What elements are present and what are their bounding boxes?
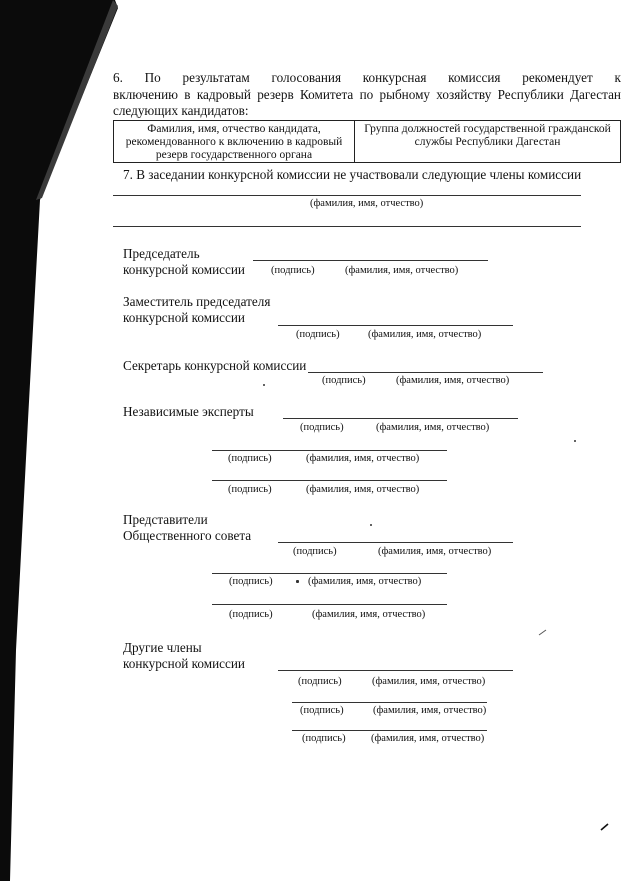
deputy-label — [123, 294, 270, 326]
absent-members-line-2 — [113, 226, 581, 227]
deputy-signature-line — [278, 325, 513, 326]
item-6-word: 6. — [113, 70, 123, 85]
expert-3-fio-caption: (фамилия, имя, отчество) — [306, 484, 420, 495]
other-2-signature-line — [292, 702, 487, 703]
public-council-label-line-2: Общественного совета — [123, 528, 252, 543]
chairman-label-line-1: Председатель — [123, 246, 200, 261]
scan-shadow-edge — [0, 0, 130, 881]
other-members-label — [123, 640, 245, 672]
item-6-paragraph — [113, 70, 621, 120]
other-1-fio-caption: (фамилия, имя, отчество) — [372, 676, 486, 687]
expert-1-fio-caption: (фамилия, имя, отчество) — [376, 422, 490, 433]
public-2-sign-caption: (подпись) — [229, 576, 273, 587]
secretary-fio-caption: (фамилия, имя, отчество) — [396, 375, 510, 386]
other-1-sign-caption: (подпись) — [298, 676, 342, 687]
item-6-word: к — [614, 70, 621, 85]
secretary-label: Секретарь конкурсной комиссии — [123, 358, 307, 373]
public-3-fio-caption: (фамилия, имя, отчество) — [312, 609, 426, 620]
scan-mark — [538, 628, 548, 636]
table-header-candidate: Фамилия, имя, отчество кандидата, рекомендованного к включению в кадровый резерв государственного органа — [114, 121, 355, 162]
table-header-position-group: Группа должностей государственной гражданской службы Республики Дагестан — [364, 123, 611, 148]
absent-members-line — [113, 195, 581, 196]
chairman-sign-caption: (подпись) — [271, 265, 315, 276]
scan-speck — [296, 580, 299, 583]
other-2-sign-caption: (подпись) — [300, 705, 344, 716]
public-1-signature-line — [278, 542, 513, 543]
public-council-label — [123, 512, 251, 544]
deputy-label-line-1: Заместитель председателя — [123, 294, 271, 309]
public-3-sign-caption: (подпись) — [229, 609, 273, 620]
item-7-text: 7. В заседании конкурсной комиссии не участвовали следующие члены комиссии — [123, 167, 582, 182]
public-2-signature-line — [212, 573, 447, 574]
secretary-signature-line — [308, 372, 543, 373]
other-3-sign-caption: (подпись) — [302, 733, 346, 744]
other-1-signature-line — [278, 670, 513, 671]
expert-2-signature-line — [212, 450, 447, 451]
item-6-word: результатам — [182, 70, 250, 85]
expert-1-signature-line — [283, 418, 518, 419]
other-3-signature-line — [292, 730, 487, 731]
item-6-word: конкурсная — [362, 70, 427, 85]
other-3-fio-caption: (фамилия, имя, отчество) — [371, 733, 485, 744]
public-1-fio-caption: (фамилия, имя, отчество) — [378, 546, 492, 557]
other-2-fio-caption: (фамилия, имя, отчество) — [373, 705, 487, 716]
chairman-signature-line — [253, 260, 488, 261]
item-6-line-2: включению в кадровый резерв Комитета по рыбному хозяйству Республики Дагестан — [113, 86, 621, 102]
public-3-signature-line — [212, 604, 447, 605]
item-6-line-3: следующих кандидатов: — [113, 103, 249, 118]
public-1-sign-caption: (подпись) — [293, 546, 337, 557]
chairman-fio-caption: (фамилия, имя, отчество) — [345, 265, 459, 276]
item-6-word: голосования — [271, 70, 342, 85]
candidates-table — [113, 120, 621, 163]
chairman-label-line-2: конкурсной комиссии — [123, 262, 245, 277]
scan-speck — [263, 384, 265, 386]
expert-3-sign-caption: (подпись) — [228, 484, 272, 495]
expert-2-fio-caption: (фамилия, имя, отчество) — [306, 453, 420, 464]
public-council-label-line-1: Представители — [123, 512, 208, 527]
item-6-word: комиссия — [448, 70, 501, 85]
deputy-sign-caption: (подпись) — [296, 329, 340, 340]
absent-members-caption: (фамилия, имя, отчество) — [310, 198, 424, 209]
other-members-label-line-1: Другие члены — [123, 640, 202, 655]
expert-3-signature-line — [212, 480, 447, 481]
deputy-label-line-2: конкурсной комиссии — [123, 310, 245, 325]
item-6-word: По — [144, 70, 161, 85]
deputy-fio-caption: (фамилия, имя, отчество) — [368, 329, 482, 340]
scan-speck — [574, 440, 576, 442]
item-6-line-1 — [113, 70, 621, 87]
experts-label: Независимые эксперты — [123, 404, 254, 419]
expert-2-sign-caption: (подпись) — [228, 453, 272, 464]
secretary-sign-caption: (подпись) — [322, 375, 366, 386]
public-2-fio-caption: (фамилия, имя, отчество) — [308, 576, 422, 587]
expert-1-sign-caption: (подпись) — [300, 422, 344, 433]
other-members-label-line-2: конкурсной комиссии — [123, 656, 245, 671]
scan-speck — [370, 524, 372, 526]
chairman-label — [123, 246, 245, 278]
item-6-word: рекомендует — [522, 70, 593, 85]
scan-mark — [600, 822, 610, 832]
